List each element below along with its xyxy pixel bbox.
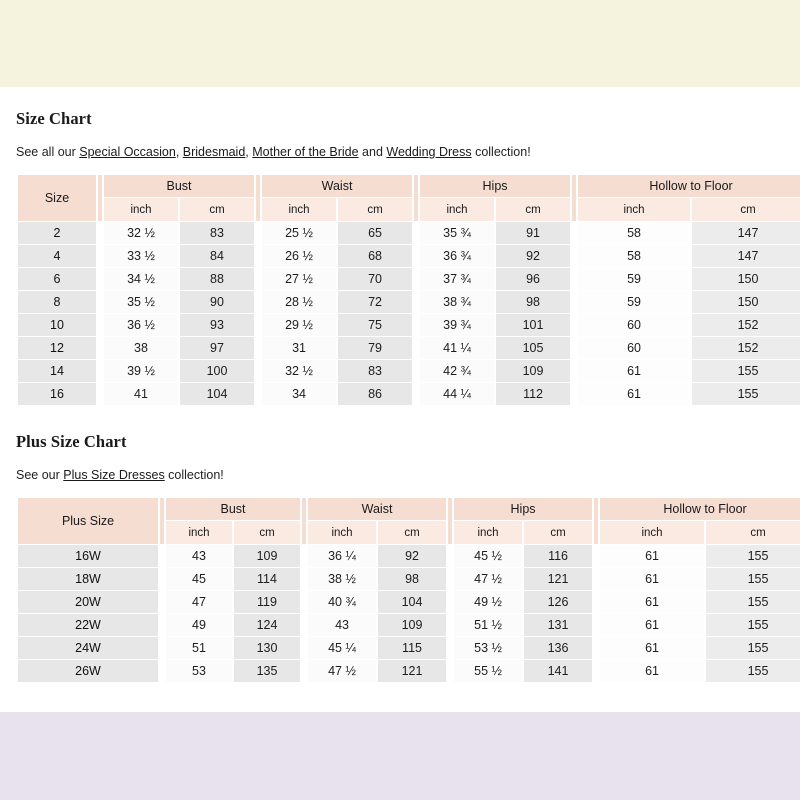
standard-htf-inch-14: 61 [578, 360, 690, 382]
column-spacer [594, 660, 598, 682]
column-spacer [302, 660, 306, 682]
table-row [18, 222, 800, 244]
spacer-cell-b [256, 175, 260, 221]
table-row [18, 268, 800, 290]
standard-htf-cm-14: 155 [692, 360, 800, 382]
standard-bust-inch-6: 34 ½ [104, 268, 178, 290]
column-spacer [414, 314, 418, 336]
column-spacer [572, 268, 576, 290]
size-chart-intro-text [16, 129, 784, 174]
spacer-cell-a [98, 175, 102, 221]
column-spacer [256, 222, 260, 244]
spacer-cell-d [572, 175, 576, 221]
plus-bust-cm-26W: 135 [234, 660, 300, 682]
standard-waist-inch-2: 25 ½ [262, 222, 336, 244]
plus-hips-inch-24W: 53 ½ [454, 637, 522, 659]
plus-hips-cm-22W: 131 [524, 614, 592, 636]
bottom-decorative-band [0, 712, 800, 800]
plus-htf-inch-22W: 61 [600, 614, 704, 636]
column-spacer [256, 314, 260, 336]
column-spacer [160, 545, 164, 567]
plus-waist-inch-18W: 38 ½ [308, 568, 376, 590]
plus-size-24W: 24W [18, 637, 158, 659]
standard-size-table [16, 174, 800, 406]
link-bridesmaid[interactable]: Bridesmaid [182, 145, 246, 159]
plus-htf-cm-18W: 155 [706, 568, 800, 590]
plus-waist-inch-20W: 40 ¾ [308, 591, 376, 613]
plus-spacer-cell-c [448, 498, 452, 544]
plus-bust-inch-22W: 49 [166, 614, 232, 636]
standard-hips-cm-16: 112 [496, 383, 570, 405]
standard-htf-cm-2: 147 [692, 222, 800, 244]
standard-size-8: 8 [18, 291, 96, 313]
column-spacer [302, 614, 306, 636]
standard-waist-inch-10: 29 ½ [262, 314, 336, 336]
standard-table-body [18, 222, 800, 405]
standard-waist-cm-2: 65 [338, 222, 412, 244]
standard-htf-inch-12: 60 [578, 337, 690, 359]
plus-unit-hips-cm: cm [524, 521, 592, 544]
standard-hips-inch-2: 35 ¾ [420, 222, 494, 244]
standard-size-4: 4 [18, 245, 96, 267]
column-spacer [414, 291, 418, 313]
standard-htf-inch-2: 58 [578, 222, 690, 244]
intro-sep-3: and [358, 145, 387, 159]
table-row [18, 314, 800, 336]
column-spacer [160, 591, 164, 613]
plus-group-header-waist: Waist [308, 498, 446, 520]
standard-waist-cm-8: 72 [338, 291, 412, 313]
column-spacer [302, 591, 306, 613]
plus-size-table [16, 497, 800, 683]
plus-table-head [18, 498, 800, 544]
standard-htf-cm-12: 152 [692, 337, 800, 359]
column-spacer [414, 222, 418, 244]
standard-htf-inch-10: 60 [578, 314, 690, 336]
standard-unit-hips-inch: inch [420, 198, 494, 221]
standard-hips-inch-16: 44 ¼ [420, 383, 494, 405]
column-spacer [160, 660, 164, 682]
plus-waist-cm-18W: 98 [378, 568, 446, 590]
standard-hips-cm-8: 98 [496, 291, 570, 313]
standard-hips-inch-12: 41 ¼ [420, 337, 494, 359]
standard-unit-header-row [18, 198, 800, 221]
standard-waist-inch-8: 28 ½ [262, 291, 336, 313]
column-spacer [572, 314, 576, 336]
column-spacer [98, 222, 102, 244]
plus-spacer-cell-d [594, 498, 598, 544]
plus-hips-cm-18W: 121 [524, 568, 592, 590]
plus-htf-inch-24W: 61 [600, 637, 704, 659]
intro-sep-2: , [245, 145, 253, 159]
plus-group-header-hollow-to-floor: Hollow to Floor [600, 498, 800, 520]
standard-group-header-hips: Hips [420, 175, 570, 197]
plus-bust-inch-20W: 47 [166, 591, 232, 613]
standard-hips-inch-10: 39 ¾ [420, 314, 494, 336]
standard-waist-inch-14: 32 ½ [262, 360, 336, 382]
column-spacer [572, 245, 576, 267]
standard-htf-inch-16: 61 [578, 383, 690, 405]
plus-waist-inch-16W: 36 ¼ [308, 545, 376, 567]
standard-hips-cm-14: 109 [496, 360, 570, 382]
intro-lead-text: See all our [16, 145, 80, 159]
table-row [18, 360, 800, 382]
standard-hips-inch-8: 38 ¾ [420, 291, 494, 313]
standard-bust-inch-2: 32 ½ [104, 222, 178, 244]
column-spacer [256, 337, 260, 359]
standard-unit-waist-inch: inch [262, 198, 336, 221]
column-spacer [256, 268, 260, 290]
standard-waist-cm-4: 68 [338, 245, 412, 267]
plus-bust-inch-26W: 53 [166, 660, 232, 682]
plus-bust-inch-16W: 43 [166, 545, 232, 567]
standard-bust-cm-4: 84 [180, 245, 254, 267]
plus-group-header-hips: Hips [454, 498, 592, 520]
column-spacer [594, 637, 598, 659]
column-spacer [572, 360, 576, 382]
plus-htf-cm-20W: 155 [706, 591, 800, 613]
standard-unit-hips-cm: cm [496, 198, 570, 221]
column-spacer [414, 268, 418, 290]
table-row [18, 614, 800, 636]
table-row [18, 637, 800, 659]
standard-bust-cm-10: 93 [180, 314, 254, 336]
standard-waist-cm-16: 86 [338, 383, 412, 405]
link-plus-size-dresses[interactable]: Plus Size Dresses [63, 468, 165, 482]
table-row [18, 245, 800, 267]
column-spacer [256, 291, 260, 313]
column-spacer [160, 568, 164, 590]
table-row [18, 568, 800, 590]
column-spacer [572, 383, 576, 405]
page-title-plus-size-chart: Plus Size Chart [16, 432, 127, 451]
plus-size-18W: 18W [18, 568, 158, 590]
plus-waist-inch-26W: 47 ½ [308, 660, 376, 682]
column-spacer [98, 291, 102, 313]
column-spacer [256, 383, 260, 405]
standard-bust-inch-16: 41 [104, 383, 178, 405]
column-spacer [160, 614, 164, 636]
spacer-cell-c [414, 175, 418, 221]
plus-waist-cm-24W: 115 [378, 637, 446, 659]
standard-hips-cm-6: 96 [496, 268, 570, 290]
column-spacer [256, 245, 260, 267]
plus-size-26W: 26W [18, 660, 158, 682]
standard-bust-cm-16: 104 [180, 383, 254, 405]
plus-waist-cm-16W: 92 [378, 545, 446, 567]
plus-htf-inch-26W: 61 [600, 660, 704, 682]
content-container [0, 87, 800, 687]
column-spacer [594, 614, 598, 636]
plus-intro-tail-text: collection! [164, 468, 224, 482]
plus-group-header-bust: Bust [166, 498, 300, 520]
plus-htf-cm-26W: 155 [706, 660, 800, 682]
column-spacer [572, 337, 576, 359]
column-spacer [414, 383, 418, 405]
plus-bust-cm-20W: 119 [234, 591, 300, 613]
plus-waist-cm-20W: 104 [378, 591, 446, 613]
page-title-size-chart: Size Chart [16, 109, 92, 128]
column-spacer [448, 591, 452, 613]
plus-unit-bust-inch: inch [166, 521, 232, 544]
standard-size-2: 2 [18, 222, 96, 244]
plus-bust-inch-18W: 45 [166, 568, 232, 590]
column-spacer [98, 360, 102, 382]
standard-hips-inch-4: 36 ¾ [420, 245, 494, 267]
table-row [18, 383, 800, 405]
plus-hips-inch-18W: 47 ½ [454, 568, 522, 590]
column-spacer [256, 360, 260, 382]
standard-group-header-row [18, 175, 800, 197]
plus-group-header-row [18, 498, 800, 520]
plus-hips-inch-22W: 51 ½ [454, 614, 522, 636]
table-row [18, 545, 800, 567]
column-spacer [448, 637, 452, 659]
column-spacer [572, 291, 576, 313]
column-spacer [414, 337, 418, 359]
standard-table-head [18, 175, 800, 221]
plus-bust-cm-24W: 130 [234, 637, 300, 659]
standard-group-header-waist: Waist [262, 175, 412, 197]
column-spacer [98, 268, 102, 290]
standard-unit-bust-inch: inch [104, 198, 178, 221]
plus-bust-cm-18W: 114 [234, 568, 300, 590]
column-spacer [594, 545, 598, 567]
column-spacer [302, 568, 306, 590]
plus-unit-bust-cm: cm [234, 521, 300, 544]
column-spacer [448, 660, 452, 682]
standard-htf-inch-8: 59 [578, 291, 690, 313]
plus-htf-cm-24W: 155 [706, 637, 800, 659]
standard-htf-inch-4: 58 [578, 245, 690, 267]
column-spacer [594, 568, 598, 590]
plus-unit-waist-cm: cm [378, 521, 446, 544]
standard-bust-cm-6: 88 [180, 268, 254, 290]
standard-unit-bust-cm: cm [180, 198, 254, 221]
column-spacer [448, 614, 452, 636]
column-spacer [414, 245, 418, 267]
column-spacer [98, 245, 102, 267]
plus-size-20W: 20W [18, 591, 158, 613]
standard-waist-cm-14: 83 [338, 360, 412, 382]
standard-hips-cm-4: 92 [496, 245, 570, 267]
intro-tail-text: collection! [471, 145, 531, 159]
table-row [18, 591, 800, 613]
plus-size-16W: 16W [18, 545, 158, 567]
standard-htf-cm-6: 150 [692, 268, 800, 290]
link-mother-of-the-bride[interactable]: Mother of the Bride [252, 145, 359, 159]
standard-unit-htf-inch: inch [578, 198, 690, 221]
link-special-occasion[interactable]: Special Occasion [79, 145, 176, 159]
plus-hips-cm-26W: 141 [524, 660, 592, 682]
standard-size-table-wrapper [16, 174, 784, 410]
column-spacer [98, 337, 102, 359]
column-spacer [414, 360, 418, 382]
plus-hips-cm-16W: 116 [524, 545, 592, 567]
plus-hips-cm-24W: 136 [524, 637, 592, 659]
plus-unit-waist-inch: inch [308, 521, 376, 544]
page-content-area [0, 87, 800, 712]
standard-bust-cm-8: 90 [180, 291, 254, 313]
plus-table-body [18, 545, 800, 682]
plus-waist-cm-22W: 109 [378, 614, 446, 636]
standard-hips-inch-6: 37 ¾ [420, 268, 494, 290]
plus-bust-cm-22W: 124 [234, 614, 300, 636]
plus-hips-inch-20W: 49 ½ [454, 591, 522, 613]
standard-size-14: 14 [18, 360, 96, 382]
standard-header-size: Size [18, 175, 96, 221]
standard-group-header-hollow-to-floor: Hollow to Floor [578, 175, 800, 197]
plus-hips-inch-16W: 45 ½ [454, 545, 522, 567]
plus-hips-inch-26W: 55 ½ [454, 660, 522, 682]
table-row [18, 660, 800, 682]
column-spacer [572, 222, 576, 244]
plus-htf-inch-20W: 61 [600, 591, 704, 613]
standard-hips-inch-14: 42 ¾ [420, 360, 494, 382]
standard-waist-cm-12: 79 [338, 337, 412, 359]
standard-htf-cm-4: 147 [692, 245, 800, 267]
plus-bust-inch-24W: 51 [166, 637, 232, 659]
plus-htf-cm-22W: 155 [706, 614, 800, 636]
top-decorative-band [0, 0, 800, 87]
standard-waist-inch-6: 27 ½ [262, 268, 336, 290]
standard-bust-cm-14: 100 [180, 360, 254, 382]
standard-hips-cm-2: 91 [496, 222, 570, 244]
plus-size-22W: 22W [18, 614, 158, 636]
standard-waist-cm-6: 70 [338, 268, 412, 290]
plus-bust-cm-16W: 109 [234, 545, 300, 567]
column-spacer [448, 568, 452, 590]
standard-htf-cm-10: 152 [692, 314, 800, 336]
plus-unit-hips-inch: inch [454, 521, 522, 544]
plus-size-table-wrapper [16, 497, 784, 687]
plus-htf-inch-16W: 61 [600, 545, 704, 567]
standard-group-header-bust: Bust [104, 175, 254, 197]
standard-htf-cm-8: 150 [692, 291, 800, 313]
standard-bust-inch-8: 35 ½ [104, 291, 178, 313]
plus-spacer-cell-b [302, 498, 306, 544]
plus-waist-inch-24W: 45 ¼ [308, 637, 376, 659]
standard-size-6: 6 [18, 268, 96, 290]
standard-htf-inch-6: 59 [578, 268, 690, 290]
standard-bust-inch-14: 39 ½ [104, 360, 178, 382]
standard-waist-inch-16: 34 [262, 383, 336, 405]
standard-hips-cm-12: 105 [496, 337, 570, 359]
standard-size-12: 12 [18, 337, 96, 359]
plus-htf-inch-18W: 61 [600, 568, 704, 590]
plus-size-intro-text [16, 452, 784, 497]
plus-spacer-cell-a [160, 498, 164, 544]
standard-size-10: 10 [18, 314, 96, 336]
standard-waist-inch-12: 31 [262, 337, 336, 359]
standard-bust-inch-10: 36 ½ [104, 314, 178, 336]
link-wedding-dress[interactable]: Wedding Dress [386, 145, 472, 159]
standard-unit-htf-cm: cm [692, 198, 800, 221]
column-spacer [98, 314, 102, 336]
standard-bust-cm-12: 97 [180, 337, 254, 359]
column-spacer [302, 637, 306, 659]
standard-bust-inch-4: 33 ½ [104, 245, 178, 267]
plus-waist-cm-26W: 121 [378, 660, 446, 682]
column-spacer [302, 545, 306, 567]
standard-bust-inch-12: 38 [104, 337, 178, 359]
column-spacer [594, 591, 598, 613]
table-row [18, 291, 800, 313]
plus-hips-cm-20W: 126 [524, 591, 592, 613]
standard-waist-cm-10: 75 [338, 314, 412, 336]
plus-waist-inch-22W: 43 [308, 614, 376, 636]
standard-hips-cm-10: 101 [496, 314, 570, 336]
standard-htf-cm-16: 155 [692, 383, 800, 405]
plus-unit-htf-cm: cm [706, 521, 800, 544]
standard-waist-inch-4: 26 ½ [262, 245, 336, 267]
plus-htf-cm-16W: 155 [706, 545, 800, 567]
intro-sep-1: , [175, 145, 183, 159]
table-row [18, 337, 800, 359]
column-spacer [98, 383, 102, 405]
column-spacer [160, 637, 164, 659]
plus-header-size: Plus Size [18, 498, 158, 544]
plus-unit-htf-inch: inch [600, 521, 704, 544]
standard-unit-waist-cm: cm [338, 198, 412, 221]
standard-bust-cm-2: 83 [180, 222, 254, 244]
plus-intro-lead-text: See our [16, 468, 64, 482]
column-spacer [448, 545, 452, 567]
standard-size-16: 16 [18, 383, 96, 405]
